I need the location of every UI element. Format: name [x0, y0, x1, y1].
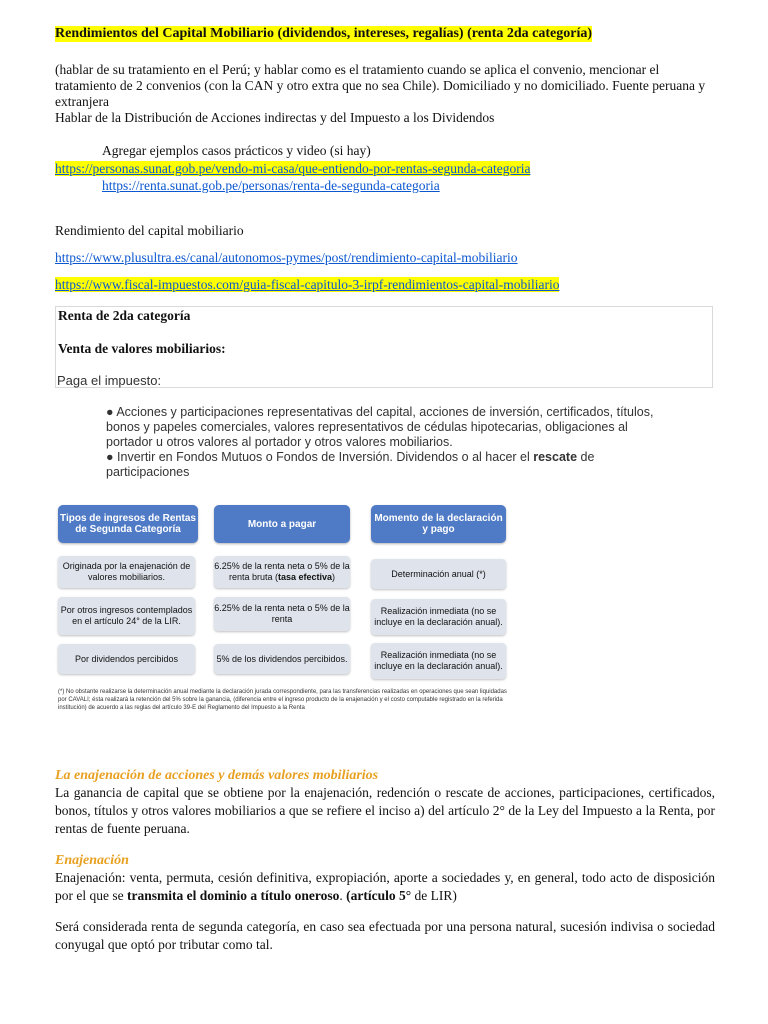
diagram-cell-tipo-1: Originada por la enajenación de valores mobiliarios. [58, 556, 195, 588]
box-heading: Renta de 2da categoría [58, 308, 191, 323]
diagram-head-monto: Monto a pagar [214, 505, 350, 543]
bullet-list [106, 405, 666, 480]
section-title: La enajenación de acciones y demás valores mobiliarios [55, 768, 379, 783]
diagram-footnote: (*) No obstante realizarse la determinación anual mediante la declaración jurada correspondiente, para las transferencias realizadas en operaciones que sean liquidadas por CAVALI; ésta realizará la retención del 5% sobre la ganancia, (diferencia entre el ingreso producto de la enajenación y el costo computable registrado en la referida institución) de acuerdo a las reglas del artículo 39-E del Reglamento del Impuesto a la Renta [58, 689, 507, 711]
bullet-icon: ● [106, 405, 117, 419]
examples-note: Agregar ejemplos casos prácticos y video (si hay) [102, 143, 371, 158]
section-text-2: Será considerada renta de segunda categoría, en caso sea efectuada por una persona natural, sucesión indivisa o sociedad conyugal que optó por tributar como tal. [55, 919, 715, 952]
diagram-cell-monto-2: 6.25% de la renta neta o 5% de la renta [214, 597, 350, 631]
renta-box [55, 306, 713, 388]
diagram-cell-monto-1: 6.25% de la renta neta o 5% de la renta bruta (tasa efectiva) [214, 556, 350, 588]
plusultra-link[interactable]: https://www.plusultra.es/canal/autonomos-pymes/post/rendimiento-capital-mobiliario [55, 250, 518, 265]
intro-paragraph [55, 62, 715, 126]
sunat-link-1[interactable]: https://personas.sunat.gob.pe/vendo-mi-casa/que-entiendo-por-rentas-segunda-categoria [55, 161, 531, 176]
diagram-cell-momento-3: Realización inmediata (no se incluye en la declaración anual). [371, 643, 506, 679]
diagram-cell-momento-1: Determinación anual (*) [371, 559, 506, 589]
diagram-head-tipos: Tipos de ingresos de Rentas de Segunda Categoría [58, 505, 198, 543]
bullet-icon: ● [106, 450, 118, 464]
diagram-cell-tipo-2: Por otros ingresos contemplados en el artículo 24° de la LIR. [58, 597, 195, 635]
diagram-cell-monto-3: 5% de los dividendos percibidos. [214, 644, 350, 674]
section-title: Enajenación [55, 853, 129, 868]
box-text: Paga el impuesto: [57, 373, 162, 388]
section-text: La ganancia de capital que se obtiene por la enajenación, redención o rescate de acciones, participaciones, certificados, bonos, títulos y otros valores mobiliarios a que se refiere el inciso a) del artículo 2° de la Ley del Impuesto a la Renta, por rentas de fuente peruana. [55, 785, 715, 836]
bullet-item-1: ● Acciones y participaciones representativas del capital, acciones de inversión, certificados, títulos, bonos y papeles comerciales, valores representativos de cédulas hipotecarias, obligaciones al portador u otros valores al portador y otros valores mobiliarios. [106, 405, 654, 449]
page-title: Rendimientos del Capital Mobiliario (dividendos, intereses, regalías) (renta 2da categoría) [55, 26, 593, 41]
diagram-cell-tipo-3: Por dividendos percibidos [58, 644, 195, 674]
fiscal-link[interactable]: https://www.fiscal-impuestos.com/guia-fiscal-capitulo-3-irpf-rendimientos-capital-mobiliario [55, 277, 560, 292]
sunat-link-2[interactable]: https://renta.sunat.gob.pe/personas/renta-de-segunda-categoria [102, 178, 440, 193]
bullet-item-2: ● Invertir en Fondos Mutuos o Fondos de Inversión. Dividendos o al hacer el rescate de participaciones [106, 450, 595, 479]
diagram-head-momento: Momento de la declaración y pago [371, 505, 506, 543]
section-enajenacion [55, 853, 715, 954]
intro-text-2: Hablar de la Distribución de Acciones indirectas y del Impuesto a los Dividendos [55, 110, 495, 125]
intro-text: (hablar de su tratamiento en el Perú; y hablar como es el tratamiento cuando se aplica el convenio, mencionar el tratamiento de 2 convenios (con la CAN y otro extra que no sea Chile). Domiciliado y no domiciliado. Fuente peruana y extranjera [55, 62, 706, 109]
section-enajenacion-acciones [55, 768, 715, 838]
rendimiento-label: Rendimiento del capital mobiliario [55, 223, 244, 238]
box-subheading: Venta de valores mobiliarios: [58, 341, 226, 356]
section-text: Enajenación: venta, permuta, cesión definitiva, expropiación, aporte a sociedades y, en general, todo acto de disposición por el que se transmita el dominio a título oneroso. (artículo 5° de LIR) [55, 870, 715, 903]
diagram-cell-momento-2: Realización inmediata (no se incluye en la declaración anual). [371, 599, 506, 635]
